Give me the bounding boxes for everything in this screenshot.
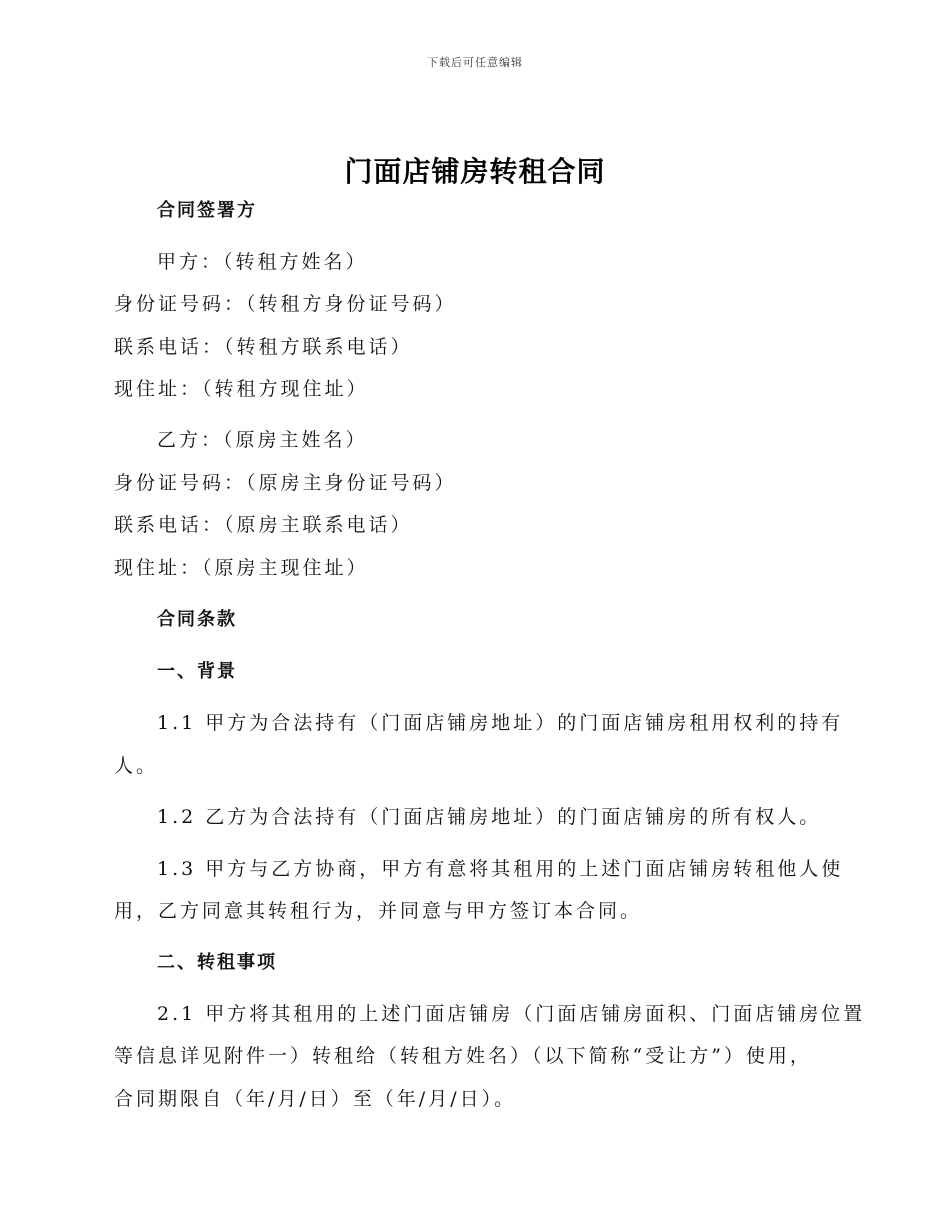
clause-1-2: 1.2 乙方为合法持有（门面店铺房地址）的门面店铺房的所有权人。 <box>157 806 822 828</box>
party-a-name: 甲方：（转租方姓名） <box>157 251 368 273</box>
party-b-id: 身份证号码：（原房主身份证号码） <box>114 472 457 494</box>
party-b-name: 乙方：（原房主姓名） <box>157 429 368 451</box>
terms-heading: 合同条款 <box>157 609 237 630</box>
header-note: 下载后可任意编辑 <box>427 56 523 69</box>
party-a-id: 身份证号码：（转租方身份证号码） <box>114 293 457 315</box>
document-title: 门面店铺房转租合同 <box>344 155 606 188</box>
party-a-phone: 联系电话：（转租方联系电话） <box>114 336 413 358</box>
party-b-phone: 联系电话：（原房主联系电话） <box>114 514 413 536</box>
clause-1-3-line1: 1.3 甲方与乙方协商，甲方有意将其租用的上述门面店铺房转租他人使 <box>157 858 844 880</box>
signatories-heading: 合同签署方 <box>157 200 257 221</box>
section1-heading: 一、背景 <box>157 661 237 682</box>
clause-2-1-line1: 2.1 甲方将其租用的上述门面店铺房（门面店铺房面积、门面店铺房位置 <box>157 1003 866 1025</box>
party-b-address: 现住址：（原房主现住址） <box>114 557 369 579</box>
clause-1-3-line2: 用，乙方同意其转租行为，并同意与甲方签订本合同。 <box>114 900 643 922</box>
party-a-address: 现住址：（转租方现住址） <box>114 378 369 400</box>
clause-2-1-line3: 合同期限自（年/月/日）至（年/月/日）。 <box>114 1088 517 1110</box>
clause-2-1-line2: 等信息详见附件一）转租给（转租方姓名）（以下简称“受让方”）使用， <box>114 1045 812 1067</box>
clause-1-1-line1: 1.1 甲方为合法持有（门面店铺房地址）的门面店铺房租用权利的持有 <box>157 712 844 734</box>
clause-1-1-line2: 人。 <box>114 755 159 777</box>
section2-heading: 二、转租事项 <box>157 952 277 973</box>
